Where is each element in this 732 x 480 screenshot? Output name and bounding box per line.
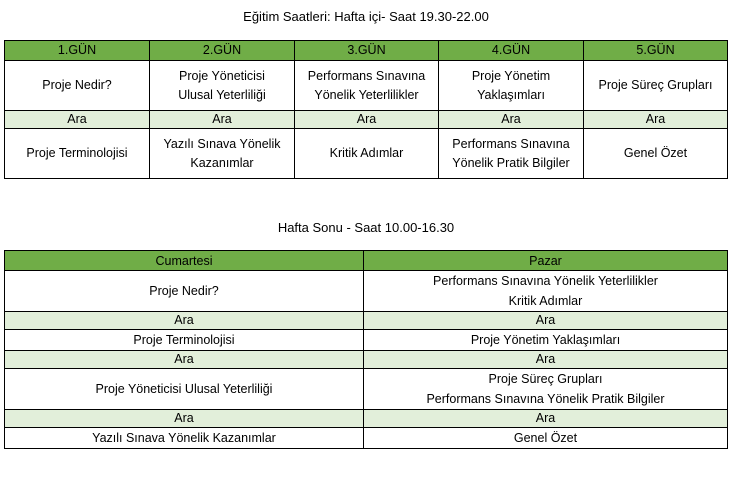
break-cell: [5, 351, 364, 369]
break-cell: [5, 410, 364, 428]
cell-text-line: Yazılı Sınava Yönelik: [163, 136, 281, 151]
weekend-session-row: [5, 271, 728, 312]
break-cell: [364, 351, 728, 369]
session-cell: [5, 369, 364, 410]
cell-text-line: Proje Süreç Grupları: [488, 372, 603, 386]
weekend-header-row: [5, 251, 728, 271]
cell-text-line: Ara: [174, 411, 194, 425]
session-cell: [5, 330, 364, 351]
cell-text-line: Proje Yönetim: [471, 68, 551, 83]
session-cell: [150, 61, 295, 111]
cell-text-line: Genel Özet: [513, 431, 578, 445]
day-header: 3.GÜN: [295, 41, 439, 61]
weekday-session-row-1: [5, 61, 728, 111]
cell-text-line: Proje Terminolojisi: [133, 333, 235, 347]
cell-text-line: Ara: [174, 313, 194, 327]
break-cell: Ara: [584, 111, 728, 129]
weekend-break-row: [5, 410, 728, 428]
weekend-break-row: [5, 351, 728, 369]
session-cell: [5, 271, 364, 312]
cell-text-line: Kazanımlar: [190, 155, 254, 170]
weekend-session-row: [5, 428, 728, 449]
cell-text-line: Proje Nedir?: [42, 78, 112, 92]
weekday-break-row: [5, 111, 728, 129]
weekend-break-row: [5, 312, 728, 330]
break-cell: Ara: [5, 111, 150, 129]
break-cell: [364, 312, 728, 330]
cell-text-line: Yaklaşımları: [477, 87, 545, 102]
weekday-title: Eğitim Saatleri: Hafta içi- Saat 19.30-22.00: [243, 9, 489, 24]
day-header: Pazar: [364, 251, 728, 271]
session-cell: [584, 129, 728, 179]
cell-text-line: Proje Yöneticisi Ulusal Yeterliliği: [95, 382, 273, 396]
break-cell: [364, 410, 728, 428]
weekend-session-row: [5, 330, 728, 351]
session-cell: [364, 330, 728, 351]
break-cell: [5, 312, 364, 330]
break-cell: Ara: [150, 111, 295, 129]
cell-text-line: Yönelik Pratik Bilgiler: [452, 155, 570, 170]
cell-text-line: Proje Süreç Grupları: [598, 78, 713, 92]
cell-text-line: Ulusal Yeterliliği: [178, 87, 266, 102]
day-header: 5.GÜN: [584, 41, 728, 61]
cell-text-line: Kritik Adımlar: [329, 146, 404, 160]
day-header: Cumartesi: [5, 251, 364, 271]
cell-text-line: Yazılı Sınava Yönelik Kazanımlar: [92, 431, 276, 445]
session-cell: [364, 428, 728, 449]
cell-text-line: Performans Sınavına: [452, 136, 570, 151]
day-header: 1.GÜN: [5, 41, 150, 61]
day-header: 4.GÜN: [439, 41, 584, 61]
session-cell: [439, 129, 584, 179]
cell-text-line: Ara: [535, 352, 556, 366]
cell-text-line: Performans Sınavına Yönelik Pratik Bilgiler: [426, 392, 665, 406]
cell-text-line: Ara: [174, 352, 194, 366]
cell-text-line: Genel Özet: [623, 146, 688, 160]
cell-text-line: Kritik Adımlar: [508, 294, 583, 308]
session-cell: [295, 61, 439, 111]
cell-text-line: Performans Sınavına Yönelik Yeterlilikler: [433, 274, 658, 288]
break-cell: Ara: [439, 111, 584, 129]
weekend-session-row: [5, 369, 728, 410]
session-cell: [5, 428, 364, 449]
cell-text-line: Proje Yöneticisi: [179, 68, 265, 83]
cell-text-line: Proje Yönetim Yaklaşımları: [470, 333, 621, 347]
weekday-header-row: [5, 41, 728, 61]
weekday-schedule-table: [4, 40, 728, 179]
cell-text-line: Proje Terminolojisi: [26, 146, 128, 160]
cell-text-line: Performans Sınavına: [307, 68, 426, 83]
cell-text-line: Ara: [535, 411, 556, 425]
session-cell: [364, 271, 728, 312]
session-cell: [150, 129, 295, 179]
session-cell: [5, 61, 150, 111]
break-cell: Ara: [295, 111, 439, 129]
session-cell: [439, 61, 584, 111]
cell-text-line: Ara: [535, 313, 556, 327]
weekend-title: Hafta Sonu - Saat 10.00-16.30: [277, 220, 455, 235]
session-cell: [295, 129, 439, 179]
day-header: 2.GÜN: [150, 41, 295, 61]
session-cell: [584, 61, 728, 111]
weekday-session-row-2: [5, 129, 728, 179]
weekend-schedule-table: [4, 250, 728, 449]
cell-text-line: Yönelik Yeterlilikler: [314, 87, 419, 102]
cell-text-line: Proje Nedir?: [149, 284, 219, 298]
session-cell: [364, 369, 728, 410]
session-cell: [5, 129, 150, 179]
